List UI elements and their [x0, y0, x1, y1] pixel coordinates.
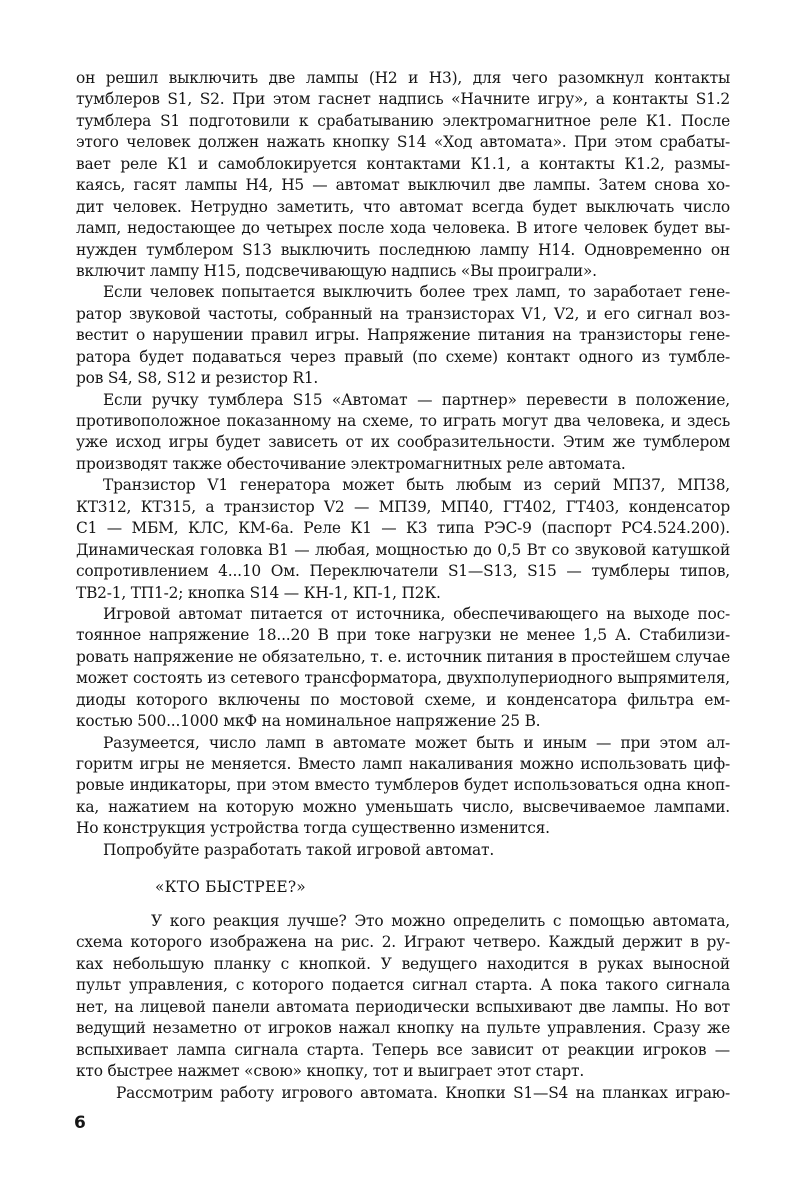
section-heading: «КТО БЫСТРЕЕ?»	[155, 878, 306, 896]
page-number: 6	[74, 1113, 86, 1133]
text-line: Если ручку тумблера S15 «Автомат — партнер» перевести в положение,	[103, 390, 730, 409]
text-line: производят также обесточивание электромагнитных реле автомата.	[76, 454, 626, 473]
text-line: ках небольшую планку с кнопкой. У ведущего находится в руках выносной	[76, 954, 730, 973]
text-line: противоположное показанному на схеме, то играть могут два человека, и здесь	[76, 412, 730, 430]
text-line: он решил выключить две лампы (Н2 и Н3), для чего разомкнул контакты	[76, 69, 730, 87]
text-line: ТВ2-1, ТП1-2; кнопка S14 — КН-1, КП-1, П2К.	[76, 583, 441, 602]
text-line: КТ312, КТ315, а транзистор V2 — МП39, МП40, ГТ402, ГТ403, конденсатор	[76, 497, 730, 516]
text-line: тоянное напряжение 18...20 В при токе нагрузки не менее 1,5 А. Стабилизи-	[76, 626, 730, 645]
text-line: схема которого изображена на рис. 2. Играют четверо. Каждый держит в ру-	[76, 933, 730, 952]
text-line: У кого реакция лучше? Это можно определить с помощью автомата,	[151, 912, 730, 930]
text-line: Динамическая головка В1 — любая, мощностью до 0,5 Вт со звуковой катушкой	[76, 540, 730, 559]
text-line: Игровой автомат питается от источника, обеспечивающего на выходе пос-	[103, 604, 730, 623]
text-line: ровые индикаторы, при этом вместо тумблеров будет использоваться одна кноп-	[76, 776, 730, 795]
text-line: ведущий незаметно от игроков нажал кнопку на пульте управления. Сразу же	[76, 1019, 730, 1038]
text-line: ров S4, S8, S12 и резистор R1.	[76, 369, 319, 388]
text-line: Рассмотрим работу игрового автомата. Кнопки S1—S4 на планках играю-	[116, 1083, 730, 1102]
text-line: Если человек попытается выключить более трех ламп, то заработает гене-	[103, 283, 730, 302]
text-line: диоды которого включены по мостовой схеме, и конденсатора фильтра ем-	[76, 690, 730, 709]
text-line: кто быстрее нажмет «свою» кнопку, тот и выиграет этот старт.	[76, 1062, 585, 1081]
text-line: костью 500...1000 мкФ на номинальное напряжение 25 В.	[76, 712, 541, 731]
text-line: включит лампу Н15, подсвечивающую надпись «Вы проиграли».	[76, 261, 597, 280]
text-line: нужден тумблером S13 выключить последнюю лампу Н14. Одновременно он	[76, 240, 730, 259]
text-line: этого человек должен нажать кнопку S14 «Ход автомата». При этом срабаты-	[76, 133, 730, 152]
text-line: дит человек. Нетрудно заметить, что автомат всегда будет выключать число	[76, 197, 730, 216]
text-line: ратора будет подаваться через правый (по схеме) контакт одного из тумбле-	[76, 347, 730, 366]
text-line: Но конструкция устройства тогда существенно изменится.	[76, 819, 550, 838]
text-line: может состоять из сетевого трансформатора, двухполупериодного выпрямителя,	[76, 669, 730, 688]
text-line: ламп, недостающее до четырех после хода человека. В итоге человек будет вы-	[76, 219, 730, 238]
text-line: сопротивлением 4...10 Ом. Переключатели S1—S13, S15 — тумблеры типов,	[76, 562, 730, 581]
text-line: ка, нажатием на которую можно уменьшать число, высвечиваемое лампами.	[76, 797, 730, 816]
text-line: Попробуйте разработать такой игровой автомат.	[103, 840, 495, 859]
body-text-lower	[76, 911, 730, 1104]
text-line: тумблера S1 подготовили к срабатыванию электромагнитное реле К1. После	[76, 111, 730, 130]
text-line: Разумеется, число ламп в автомате может быть и иным — при этом ал-	[103, 733, 730, 752]
text-line: горитм игры не меняется. Вместо ламп накаливания можно использовать циф-	[76, 755, 730, 773]
text-line: ратор звуковой частоты, собранный на транзисторах V1, V2, и его сигнал воз-	[76, 304, 730, 323]
text-line: вестит о нарушении правил игры. Напряжение питания на транзисторы гене-	[76, 326, 730, 345]
text-line: каясь, гасят лампы Н4, Н5 — автомат выключил две лампы. Затем снова хо-	[76, 176, 730, 195]
text-line: пульт управления, с которого подается сигнал старта. А пока такого сигнала	[76, 976, 730, 995]
text-line: Транзистор V1 генератора может быть любым из серий МП37, МП38,	[103, 476, 730, 495]
text-line: тумблеров S1, S2. При этом гаснет надпись «Начните игру», а контакты S1.2	[76, 90, 730, 109]
text-line: нет, на лицевой панели автомата периодически вспыхивают две лампы. Но вот	[76, 997, 730, 1016]
text-line: вспыхивает лампа сигнала старта. Теперь все зависит от реакции игроков —	[76, 1040, 730, 1059]
body-text-upper	[76, 68, 730, 861]
text-line: ровать напряжение не обязательно, т. е. источник питания в простейшем случае	[76, 647, 730, 666]
text-line: С1 — МБМ, КЛС, КМ-6а. Реле К1 — К3 типа РЭС-9 (паспорт РС4.524.200).	[76, 519, 730, 538]
text-line: уже исход игры будет зависеть от их сообразительности. Этим же тумблером	[76, 433, 730, 452]
text-line: вает реле К1 и самоблокируется контактами К1.1, а контакты К1.2, размы-	[76, 154, 730, 173]
